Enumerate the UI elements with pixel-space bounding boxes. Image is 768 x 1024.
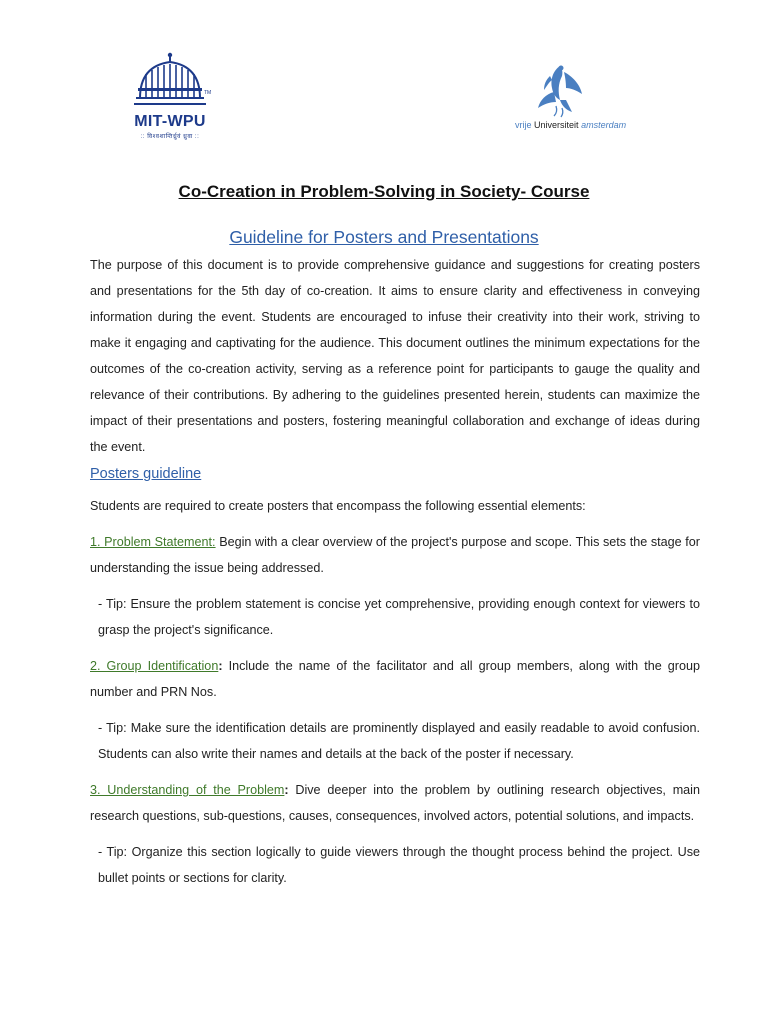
item-label: 1. Problem Statement: xyxy=(90,535,216,549)
item-colon: : xyxy=(284,783,289,797)
document-subtitle-wrap xyxy=(0,227,768,248)
griffin-logo-icon xyxy=(532,62,592,120)
list-item-understanding-problem xyxy=(90,777,700,829)
list-item-problem-statement xyxy=(90,529,700,581)
document-title: Co-Creation in Problem-Solving in Society- Course xyxy=(178,182,590,201)
section-heading-wrap xyxy=(90,466,201,482)
mit-wpu-logo xyxy=(122,52,218,142)
tip-problem-statement: - Tip: Ensure the problem statement is concise yet comprehensive, providing enough context for viewers to grasp the project's significance. xyxy=(98,597,700,637)
item-label: 2. Group Identification xyxy=(90,659,219,673)
posters-guideline-heading: Posters guideline xyxy=(90,466,202,482)
vu-wordmark xyxy=(515,120,626,130)
item-text: Dive deeper into the problem by outlining research objectives, main research questions, sub-questions, causes, consequences, involved actors, potential solutions, and impacts. xyxy=(90,783,700,823)
requirement-sentence: Students are required to create posters that encompass the following essential elements: xyxy=(90,499,586,513)
mit-wpu-wordmark: MIT-WPU xyxy=(134,113,206,130)
vu-wordmark-universiteit: Universiteit xyxy=(534,120,579,130)
vu-wordmark-amsterdam: amsterdam xyxy=(581,120,627,130)
item-text: Include the name of the facilitator and all group members, along with the group number and PRN Nos. xyxy=(90,659,700,699)
item-colon: : xyxy=(218,659,223,673)
intro-paragraph: The purpose of this document is to provide comprehensive guidance and suggestions for creating posters and presentations for the 5th day of co-creation. It aims to ensure clarity and effectiveness in conveying information during the event. Students are encouraged to infuse their creativity into their work, striving to make it engaging and captivating for the audience. This document outlines the minimum expectations for the outcomes of the co-creation activity, serving as a reference point for participants to gauge the quality and relevance of their contributions. By adhering to the guidelines presented herein, students can maximize the impact of their presentations and posters, fostering meaningful collaboration and exchange of ideas during the event. xyxy=(90,258,700,454)
mit-wpu-tagline: :: विश्वशान्तिर्ध्रुवं ध्रुवा :: xyxy=(140,134,200,140)
document-subtitle: Guideline for Posters and Presentations xyxy=(229,227,539,247)
vu-amsterdam-logo xyxy=(510,62,640,134)
list-item-group-identification xyxy=(90,653,700,705)
vu-wordmark-vrije: vrije xyxy=(515,120,532,130)
tip-group-identification: - Tip: Make sure the identification details are prominently displayed and easily readable to avoid confusion. Students can also write their names and details at the back of the poster if necessary. xyxy=(98,721,700,761)
requirements-block xyxy=(90,493,700,891)
tip-understanding-problem: - Tip: Organize this section logically to guide viewers through the thought process behind the project. Use bullet points or sections for clarity. xyxy=(98,845,700,885)
trademark-mark: TM xyxy=(204,90,212,96)
dome-logo-icon xyxy=(130,52,210,110)
document-title-wrap xyxy=(0,182,768,202)
item-text: Begin with a clear overview of the project's purpose and scope. This sets the stage for understanding the issue being addressed. xyxy=(90,535,700,575)
item-label: 3. Understanding of the Problem xyxy=(90,783,285,797)
